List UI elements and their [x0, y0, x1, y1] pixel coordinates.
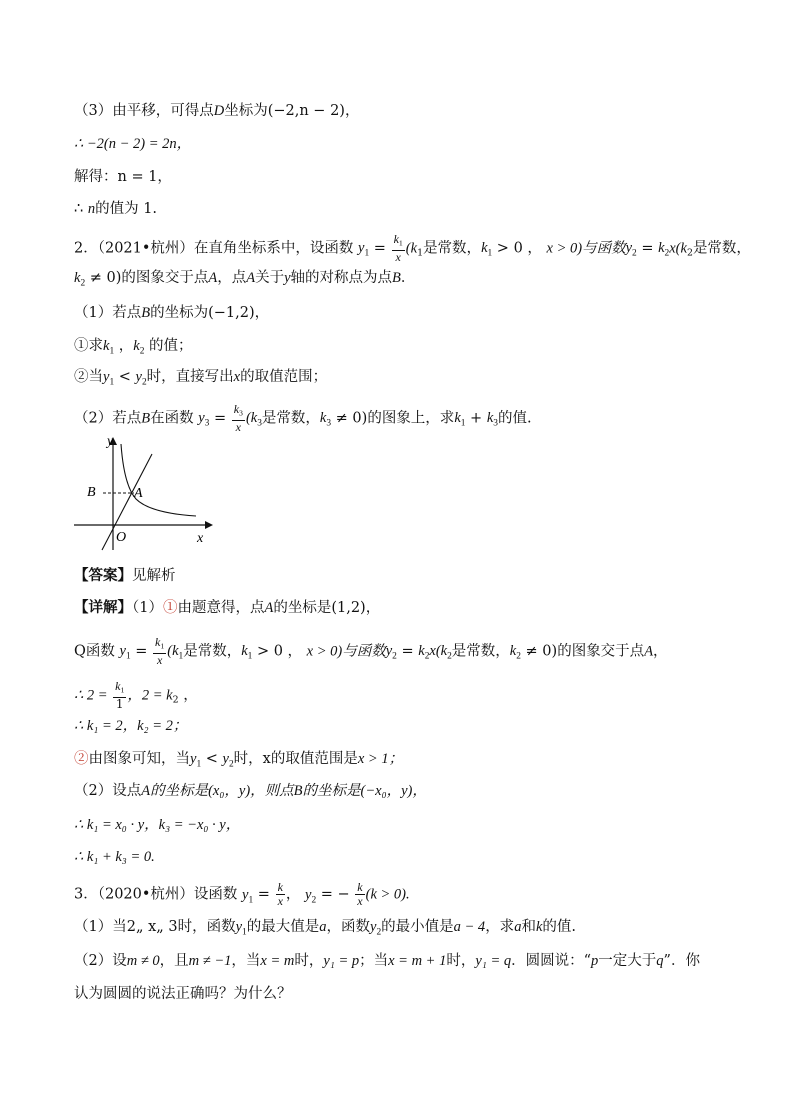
- problem-3-line-4: [74, 984, 730, 1004]
- text: y₁ = q: [475, 953, 512, 969]
- text: 由图象可知，当: [88, 751, 190, 767]
- text: ；当: [359, 953, 389, 969]
- text: ②当: [74, 369, 103, 385]
- text: x > 1；: [357, 751, 404, 767]
- text: m ≠ −1: [188, 953, 232, 969]
- text: 的坐标是(−x₀，y)，: [302, 783, 427, 799]
- text: 时，x的取值范围是: [233, 751, 358, 767]
- text: 的最大值是: [246, 919, 320, 935]
- text: 的值.: [542, 919, 576, 935]
- answer-label: 【答案】: [74, 567, 132, 584]
- text: q: [656, 953, 664, 969]
- text: (k > 0).: [365, 886, 410, 903]
- detail-line-6: [74, 781, 730, 801]
- hyperbola-graph: [121, 444, 196, 516]
- text: （1）当2„ x„ 3时，函数: [74, 919, 236, 935]
- text: 时，直接写出: [146, 369, 234, 385]
- text: x(k: [669, 240, 687, 257]
- text: ”．你: [663, 953, 700, 969]
- text: a − 4: [453, 919, 486, 935]
- text: x = m: [260, 953, 295, 969]
- detail-line-5: ②由图象可知，当$y_1 < y_2$时，x的取值范围是x > 1；: [74, 751, 404, 770]
- text: 3．（2020•杭州）设函数: [74, 886, 238, 903]
- var-a: A: [141, 783, 151, 799]
- text: （2）设点: [74, 783, 142, 799]
- fraction: $\frac{k_1}{1}$: [115, 679, 125, 711]
- text: 的坐标为(−1,2)，: [150, 305, 270, 321]
- problem-2-line-1: 2．（2021•杭州）在直角坐标系中，设函数 $y_1$ = $\frac{k_1}{x}$ ($k_1$是常数，$k_1 > 0$ ， x > 0)与函数$y_2 = k_2x(k_2$是常数，: [74, 232, 751, 264]
- text: m ≠ 0: [126, 953, 160, 969]
- text: 是常数，: [183, 643, 242, 660]
- text: (k: [405, 240, 418, 257]
- detail-line-2: Q函数 $y_1$ = $\frac{k_1}{x}$ ($k_1$是常数，$k_1 > 0$ ， x > 0)与函数$y_2 = k_2x(k_2$是常数，$k_2 \ne 0$)的图象交于点A，: [74, 635, 668, 667]
- text: 时，: [294, 953, 324, 969]
- text: ①求: [74, 338, 103, 354]
- function-graph: [70, 432, 220, 552]
- text: 由题意得，点: [177, 600, 265, 616]
- var-a: A: [208, 270, 218, 286]
- fraction: $\frac{k_1}{x}$: [155, 635, 165, 667]
- text: 和: [521, 919, 536, 935]
- var-a-lower: a: [319, 919, 327, 935]
- answer-text: 见解析: [132, 568, 176, 584]
- text: x = m + 1: [388, 953, 447, 969]
- text: 的坐标是(1,2)，: [273, 600, 381, 616]
- coordinate: (−2,n − 2): [267, 103, 345, 119]
- problem-3-line-1: 3．（2020•杭州）设函数 $y_1$ = $\frac{k}{x}$ ， $y_2$ = − $\frac{k}{x}$ (k > 0).: [74, 880, 410, 908]
- text: 解得：n = 1，: [74, 169, 172, 185]
- text: 的最小值是: [381, 919, 454, 935]
- detail-label: 【详解】: [74, 599, 132, 616]
- text: ，且: [159, 953, 189, 969]
- text: （2）设: [74, 953, 127, 969]
- text: 的值为 1.: [95, 201, 158, 217]
- text: （1）若点: [74, 305, 142, 321]
- x-axis-arrow: [205, 521, 213, 529]
- text-line: （2）若点B在函数 $y_3$ = $\frac{k_3}{x}$ ($k_3$是常数，$k_3 \ne 0$)的图象上，求$k_1 + k_3$的值.: [74, 402, 532, 434]
- text: 认为圆圆的说法正确吗？为什么？: [74, 986, 292, 1002]
- text: ∴ 2 =: [74, 687, 108, 704]
- text-line: [74, 199, 730, 219]
- label-o: O: [116, 530, 127, 545]
- text: 在函数: [150, 410, 194, 427]
- text: 是常数，: [261, 410, 320, 427]
- label-x: x: [197, 531, 204, 546]
- text: 是常数，: [692, 240, 751, 257]
- var-y: y: [284, 270, 291, 286]
- text-line: [74, 134, 730, 154]
- answer-line: [74, 566, 730, 586]
- var-b: B: [141, 410, 151, 427]
- text-line: [74, 167, 730, 187]
- text-line: （3）由平移，可得点D坐标为(−2,n − 2)，: [74, 103, 360, 119]
- line-graph: [102, 454, 152, 550]
- var-a: A: [246, 270, 256, 286]
- text: 的坐标是(x₀，y)，则点: [150, 783, 294, 799]
- text: （3）由平移，可得点: [74, 103, 214, 119]
- text: ，: [285, 886, 301, 903]
- problem-2-line-2: $k_2 \ne 0$)的图象交于点A，点A关于y轴的对称点为点B．: [74, 270, 416, 289]
- detail-line-1: [74, 598, 730, 618]
- text-line: ①求$k_1$ ，$k_2$ 的值；: [74, 338, 193, 357]
- var-b: B: [392, 270, 401, 286]
- var-a: A: [644, 643, 654, 660]
- text: 坐标为: [224, 103, 268, 119]
- fraction: $\frac{k_1}{x}$: [393, 232, 403, 264]
- detail-line-7: [74, 815, 730, 835]
- var-n: n: [87, 201, 96, 217]
- fraction: $\frac{k_3}{x}$: [233, 402, 243, 434]
- var-x: x: [233, 369, 241, 385]
- text: x > 0)与函数: [306, 643, 386, 660]
- text: x > 0)与函数: [546, 240, 626, 257]
- text: 一定大于: [598, 953, 657, 969]
- var-a: A: [264, 600, 274, 616]
- label-y: y: [107, 434, 114, 449]
- text: ，函数: [326, 919, 370, 935]
- text-line: ②当$y_1 < y_2$时，直接写出x的取值范围；: [74, 369, 328, 388]
- text: ∴: [74, 201, 84, 217]
- text: ≠ 0)的图象交于点: [89, 270, 209, 286]
- text: ≠ 0)的图象交于点: [525, 643, 645, 660]
- equation: ∴ k₁ = x₀ · y，k₃ = −x₀ · y，: [74, 817, 241, 833]
- label-a: A: [134, 486, 143, 501]
- text: Q函数: [74, 643, 115, 660]
- problem-3-line-2: （1）当2„ x„ 3时，函数$y_1$的最大值是a，函数$y_2$的最小值是a − 4，求a和k的值.: [74, 919, 576, 938]
- detail-line-4: [74, 716, 730, 736]
- text: 的取值范围；: [240, 369, 328, 385]
- detail-line-8: [74, 847, 730, 867]
- circled-number: ②: [74, 751, 89, 767]
- var-k: k: [535, 919, 543, 935]
- circled-number: ①: [162, 600, 178, 616]
- text: ．圆圆说：“: [511, 953, 592, 969]
- text: 轴的对称点为点: [290, 270, 393, 286]
- text: ，点: [217, 270, 247, 286]
- equation: ∴ k₁ + k₃ = 0.: [74, 849, 155, 865]
- text: 2．（2021•杭州）在直角坐标系中，设函数: [74, 240, 354, 257]
- label-b: B: [87, 485, 96, 500]
- problem-3-line-3: [74, 951, 730, 971]
- text: ，当: [231, 953, 261, 969]
- text: 是常数，: [423, 240, 482, 257]
- var-b: B: [293, 783, 303, 799]
- detail-line-3: ∴ 2 = $\frac{k_1}{1}$ ，$2 = k_2$ ，: [74, 679, 198, 711]
- text-line: [74, 303, 730, 323]
- equation: ∴ −2(n − 2) = 2n，: [74, 136, 192, 152]
- text: p: [591, 953, 599, 969]
- text: ，2 = k: [127, 687, 173, 704]
- text: ≠ 0)的图象上，求: [335, 410, 455, 427]
- text: y₁ = p: [323, 953, 360, 969]
- text: 是常数，: [451, 643, 510, 660]
- var-b: B: [141, 305, 151, 321]
- var-d: D: [213, 103, 225, 119]
- text: 的值；: [149, 338, 193, 354]
- equation: ∴ k₁ = 2，k₂ = 2；: [74, 718, 188, 734]
- fraction: $\frac{k}{x}$: [277, 880, 283, 908]
- text: 的值.: [497, 410, 532, 427]
- text: 时，: [446, 953, 476, 969]
- var-a-lower: a: [514, 919, 522, 935]
- text: 关于: [255, 270, 285, 286]
- text: （2）若点: [74, 410, 142, 427]
- text: ，求: [485, 919, 515, 935]
- text: （1）: [132, 600, 163, 616]
- fraction: $\frac{k}{x}$: [357, 880, 363, 908]
